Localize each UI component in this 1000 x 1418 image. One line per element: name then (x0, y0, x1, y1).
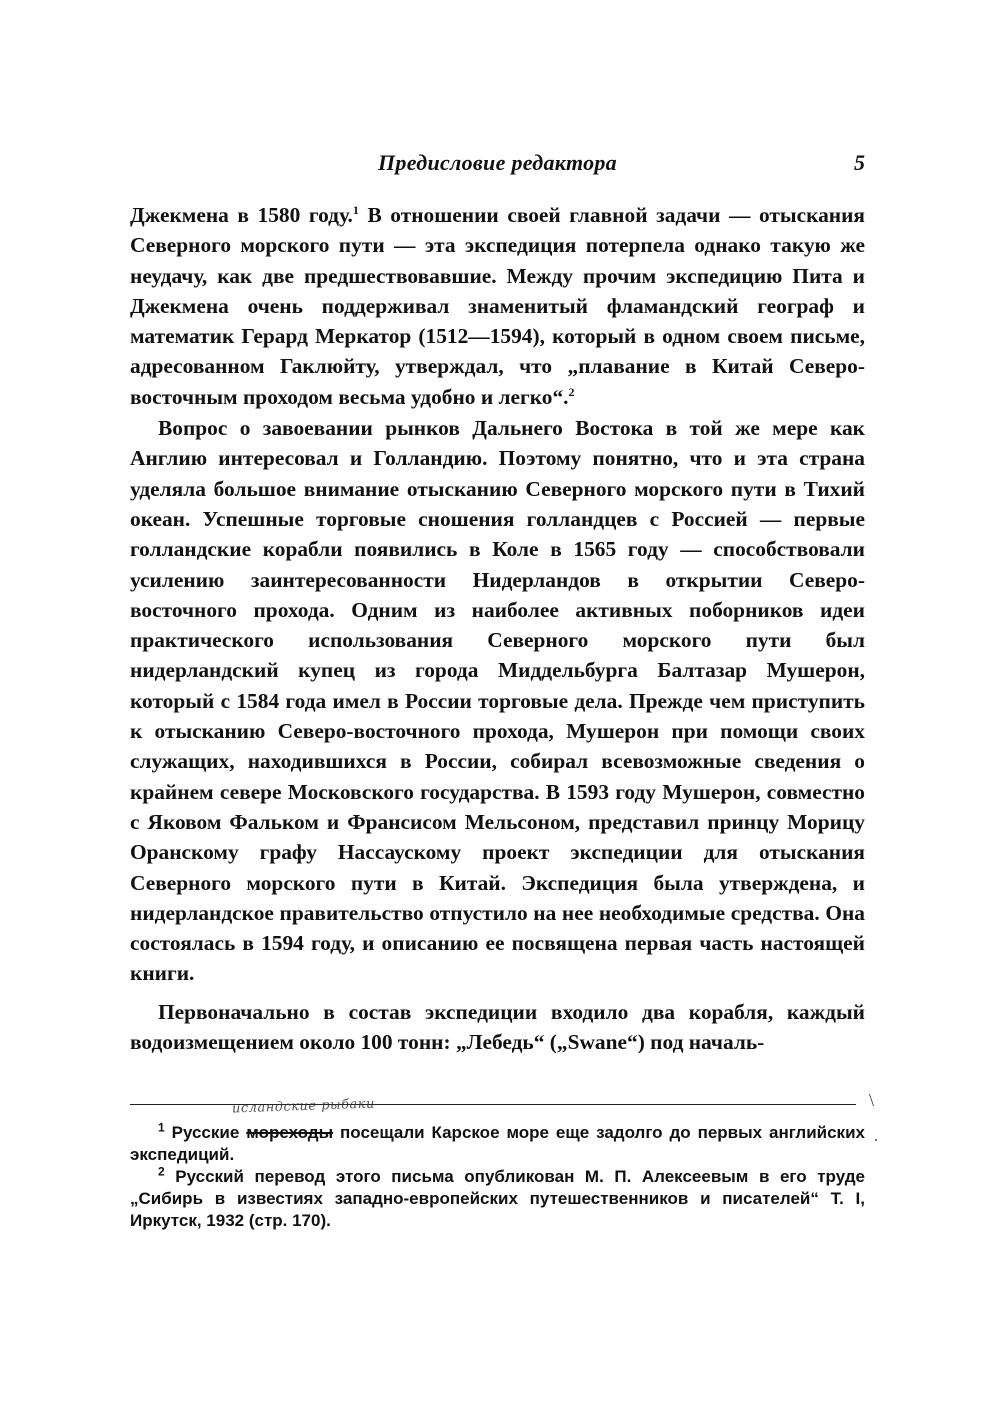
running-head (130, 150, 865, 182)
paragraph-2: Вопрос о завоевании рынков Дальнего Востока в той же мере как Англию интересовал и Голландию. Поэтому понятно, что и эта страна уделяла большое внимание отысканию Северного морского пути в Тихий океан. Успешные торговые сношения голландцев с Россией — первые голландские корабли появились в Коле в 1565 году — способствовали усилению заинтересованности Нидерландов в открытии Северо-восточного прохода. Одним из наиболее активных поборников идеи практического использования Северного морского пути был нидерландский купец из города Миддельбурга Балтазар Мушерон, который с 1584 года имел в России торговые дела. Прежде чем приступить к отысканию Северо-восточного прохода, Мушерон при помощи своих служащих, находившихся в России, собирал всевозможные сведения о крайнем севере Московского государства. В 1593 году Мушерон, совместно с Яковом Фальком и Франсисом Мельсоном, представил принцу Морицу Оранскому графу Нассаускому проект экспедиции для отыскания Северного морского пути в Китай. Экспедиция была утверждена, и нидерландское правительство отпустило на нее необходимые средства. Она состоялась в 1594 году, и описанию ее посвящена первая часть настоящей книги. (130, 416, 865, 986)
page-number: 5 (854, 150, 865, 175)
margin-pencil-mark: \ (869, 1090, 875, 1110)
body-text (130, 200, 865, 1057)
footnote-2-marker: 2 (158, 1164, 165, 1179)
footnote-ref-1: 1 (352, 202, 359, 217)
footnote-1-text: посещали Карское море еще задолго до первых английских экспедиций. (130, 1123, 865, 1164)
margin-pencil-dot: . (874, 1128, 878, 1145)
paragraph-1-start: Джекмена в 1580 году. (130, 203, 353, 227)
paragraph-1-text: В отношении своей главной задачи — отыскания Северного морского пути — эта экспедиция потерпела однако такую же неудачу, как две предшествовавшие. Между прочим экспедицию Пита и Джекмена очень поддерживал знаменитый фламандский географ и математик Герард Меркатор (1512—1594), который в одном своем письме, адресованном Гаклюйту, утверждал, что „плавание в Китай Северо-восточным проходом весьма удобно и легко“. (130, 203, 865, 409)
footnote-1 (130, 1122, 865, 1166)
footnote-2-text: Русский перевод этого письма опубликован М. П. Алексеевым в его труде „Сибирь в известиях западно-европейских путешественников и писателей“ Т. I, Иркутск, 1932 (стр. 170). (130, 1167, 865, 1230)
footnote-1-marker: 1 (158, 1120, 165, 1135)
paragraph-1 (130, 200, 865, 412)
footnote-1-word: Русские (171, 1123, 240, 1142)
paragraph-3: Первоначально в состав экспедиции входило два корабля, каждый водоизмещением около 100 тонн: „Лебедь“ („Swane“) под началь- (130, 999, 865, 1055)
footnotes (130, 1122, 865, 1232)
running-title: Предисловие редактора (378, 150, 617, 175)
footnote-1-struck-word: мореходы (246, 1123, 334, 1142)
footnote-ref-2: 2 (568, 384, 575, 399)
footnote-2 (130, 1166, 865, 1232)
handwritten-annotation: исландские рыбаки (231, 1096, 376, 1117)
